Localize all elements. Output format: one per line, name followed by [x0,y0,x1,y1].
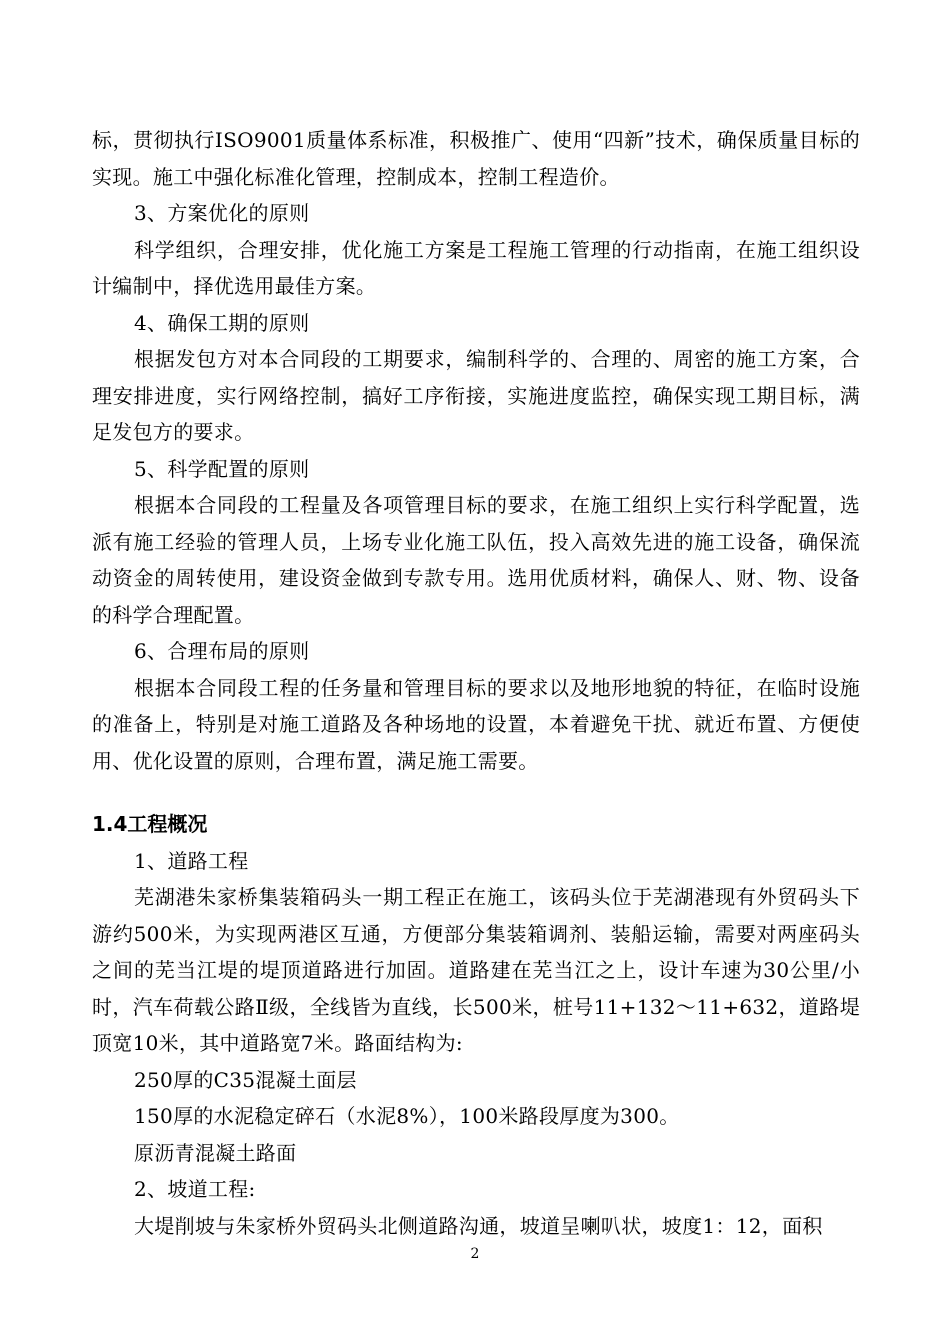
paragraph-ramp: 大堤削坡与朱家桥外贸码头北侧道路沟通，坡道呈喇叭状，坡度1：12，面积 [134,1213,823,1238]
paragraph-schedule: 根据发包方对本合同段的工期要求，编制科学的、合理的、周密的施工方案，合理安排进度，实行网络控制，搞好工序衔接，实施进度监控，确保实现工期目标，满足发包方的要求。 [92,347,860,444]
paragraph-plan-optimization: 科学组织，合理安排，优化施工方案是工程施工管理的行动指南，在施工组织设计编制中，择优选用最佳方案。 [92,237,860,298]
item-heading-road: 1、道路工程 [134,848,249,873]
paragraph-continuation: 标，贯彻执行ISO9001质量体系标准，积极推广、使用“四新”技术，确保质量目标的实现。施工中强化标准化管理，控制成本，控制工程造价。 [92,128,860,189]
pavement-layer-1: 250厚的C35混凝土面层 [134,1067,357,1092]
paragraph-configuration: 根据本合同段的工程量及各项管理目标的要求，在施工组织上实行科学配置，选派有施工经验的管理人员，上场专业化施工队伍，投入高效先进的施工设备，确保流动资金的周转使用，建设资金做到专款专用。选用优质材料，确保人、财、物、设备的科学合理配置。 [92,493,860,627]
page-number: 2 [470,1246,480,1262]
item-heading-plan-optimization: 3、方案优化的原则 [134,201,310,225]
item-heading-configuration: 5、科学配置的原则 [134,456,310,481]
pavement-layer-3: 原沥青混凝土路面 [134,1140,297,1165]
item-heading-layout: 6、合理布局的原则 [134,639,310,663]
paragraph-layout: 根据本合同段工程的任务量和管理目标的要求以及地形地貌的特征，在临时设施的准备上，特别是对施工道路及各种场地的设置，本着避免干扰、就近布置、方便使用、优化设置的原则，合理布置，满足施工需要。 [92,675,860,773]
page-content [92,122,860,1244]
pavement-layer-2: 150厚的水泥稳定碎石（水泥8%），100米路段厚度为300。 [134,1104,680,1128]
item-heading-ramp: 2、坡道工程: [134,1177,256,1201]
paragraph-road: 芜湖港朱家桥集装箱码头一期工程正在施工，该码头位于芜湖港现有外贸码头下游约500米，为实现两港区互通，方便部分集装箱调剂、装船运输，需要对两座码头之间的芜当江堤的堤顶道路进行加固。道路建在芜当江之上，设计车速为30公里/小时，汽车荷载公路Ⅱ级，全线皆为直线，长500米，桩号11+132～11+632，道路堤顶宽10米，其中道路宽7米。路面结构为: [92,885,860,1055]
section-heading: 1.4工程概况 [92,812,208,836]
item-heading-schedule: 4、确保工期的原则 [134,310,310,335]
